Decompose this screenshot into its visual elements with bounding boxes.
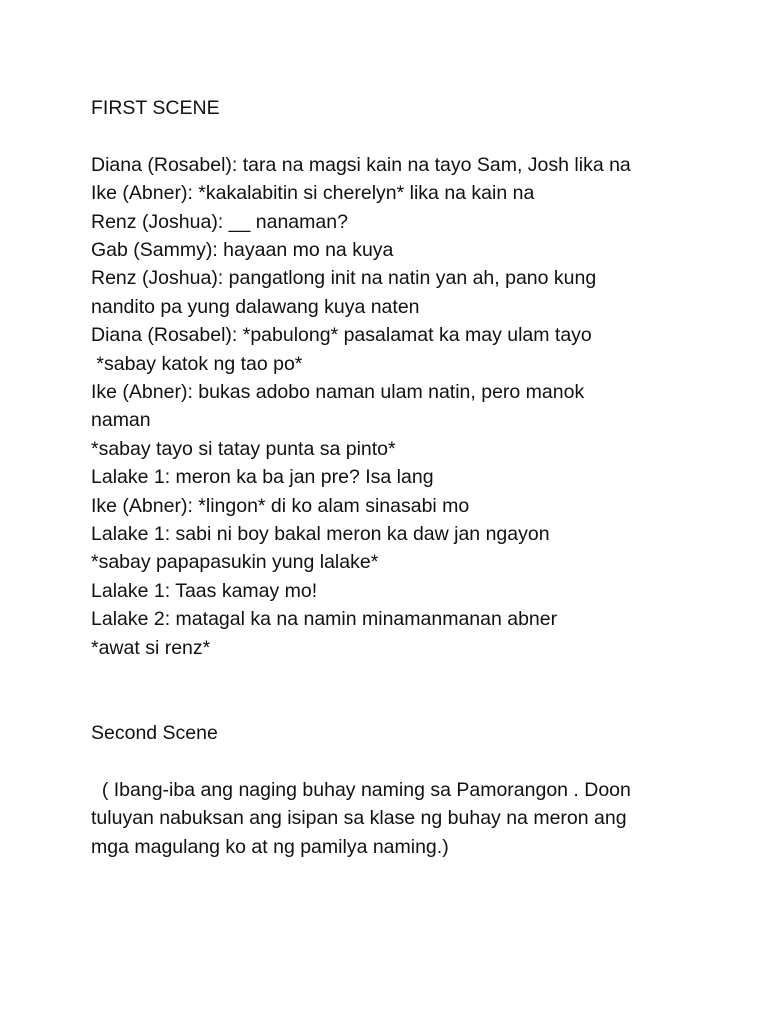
script-line: naman xyxy=(91,409,151,432)
script-line: Ike (Abner): *kakalabitin si cherelyn* lika na kain na xyxy=(91,182,535,205)
spacer xyxy=(91,691,731,719)
script-line: Renz (Joshua): pangatlong init na natin yan ah, pano kung xyxy=(91,267,597,290)
script-line: Lalake 1: Taas kamay mo! xyxy=(91,579,318,602)
narration-line: tuluyan nabuksan ang isipan sa klase ng buhay na meron ang xyxy=(91,807,627,830)
script-line: *sabay tayo si tatay punta sa pinto* xyxy=(91,437,396,460)
script-line: Gab (Sammy): hayaan mo na kuya xyxy=(91,239,394,262)
script-line: *sabay papapasukin yung lalake* xyxy=(91,551,379,574)
script-line: Ike (Abner): *lingon* di ko alam sinasabi mo xyxy=(91,494,470,517)
script-line: Lalake 1: meron ka ba jan pre? Isa lang xyxy=(91,466,434,489)
spacer xyxy=(91,747,731,775)
spacer xyxy=(91,662,731,690)
narration-line: ( Ibang-iba ang naging buhay naming sa Pamorangon . Doon xyxy=(91,778,631,801)
document-content xyxy=(91,94,731,861)
first-scene-title: FIRST SCENE xyxy=(91,97,220,119)
script-line: Lalake 1: sabi ni boy bakal meron ka daw jan ngayon xyxy=(91,523,550,546)
script-line: *awat si renz* xyxy=(91,636,211,659)
script-line: Lalake 2: matagal ka na namin minamanmanan abner xyxy=(91,608,558,631)
second-scene-title: Second Scene xyxy=(91,721,218,744)
spacer xyxy=(91,122,731,150)
script-line: Diana (Rosabel): *pabulong* pasalamat ka may ulam tayo xyxy=(91,324,592,347)
script-line: Diana (Rosabel): tara na magsi kain na tayo Sam, Josh lika na xyxy=(91,153,631,176)
script-line: Ike (Abner): bukas adobo naman ulam natin, pero manok xyxy=(91,381,585,404)
script-line: *sabay katok ng tao po* xyxy=(91,352,303,375)
script-line: Renz (Joshua): __ nanaman? xyxy=(91,210,348,233)
narration-line: mga magulang ko at ng pamilya naming.) xyxy=(91,835,449,858)
script-line: nandito pa yung dalawang kuya naten xyxy=(91,295,420,318)
